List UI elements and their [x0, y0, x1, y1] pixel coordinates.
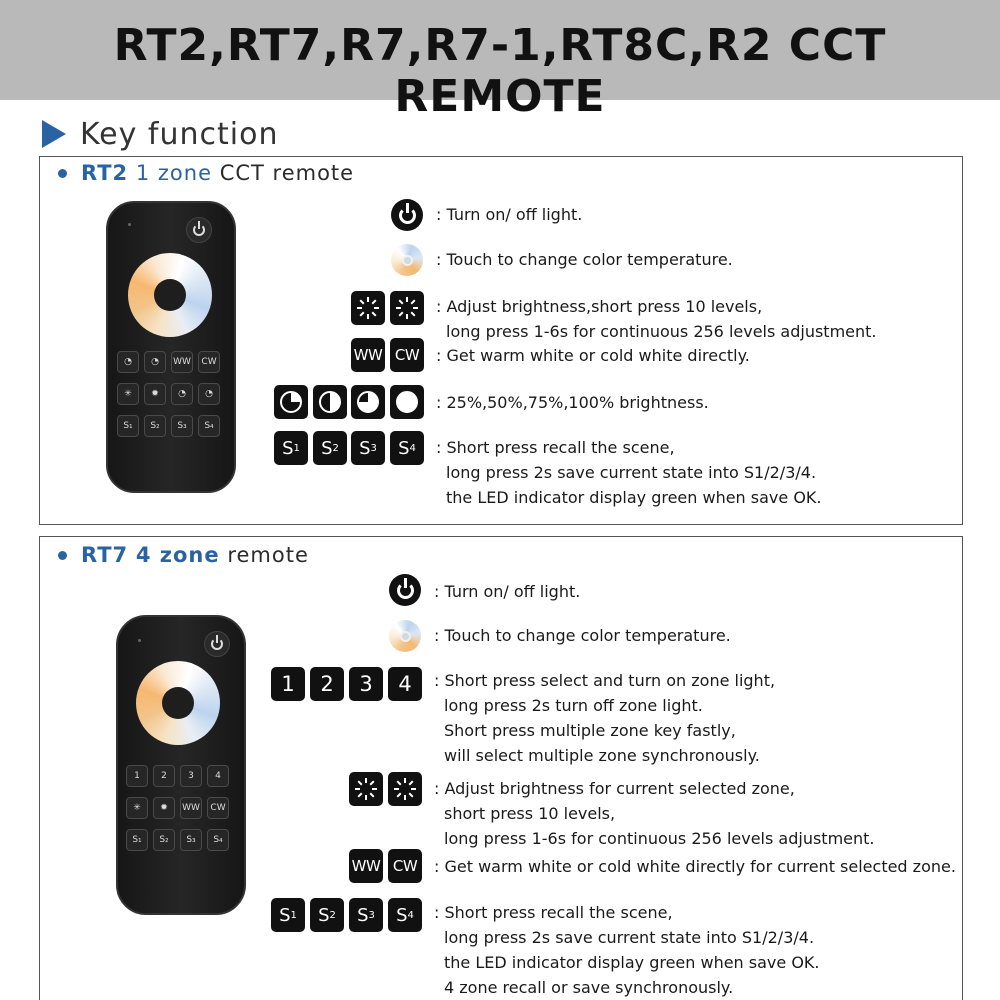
remote-key: 4 — [207, 765, 229, 787]
brightness-up-icon — [390, 291, 424, 325]
panel-model: RT2 — [81, 161, 129, 185]
remote-key: S₂ — [144, 415, 166, 437]
pie-icon — [280, 391, 302, 413]
pie-icon — [357, 391, 379, 413]
sun-icon — [355, 778, 377, 800]
sun-icon — [394, 778, 416, 800]
page-title: RT2,RT7,R7,R7-1,RT8C,R2 CCT REMOTE — [113, 20, 887, 122]
pie-icon — [319, 391, 341, 413]
panel-zone: 1 zone — [135, 161, 212, 185]
panel-subtitle: remote — [227, 543, 309, 567]
remote-key: ◔ — [117, 351, 139, 373]
remote-key: ◔ — [171, 383, 193, 405]
zone-key: 1 — [271, 667, 305, 701]
remote-key: ✳ — [126, 797, 148, 819]
desc-brightness: : Adjust brightness,short press 10 levels, long press 1-6s for continuous 256 levels adjustment. — [436, 297, 877, 341]
panel-zone: 4 zone — [135, 543, 220, 567]
pie-icon — [396, 391, 418, 413]
scene-key: S 1 — [271, 898, 305, 932]
remote-key: ◔ — [198, 383, 220, 405]
remote-key: CW — [207, 797, 229, 819]
brightness-75-key — [351, 385, 385, 419]
remote-key: ◔ — [144, 351, 166, 373]
desc-ww-cw: : Get warm white or cold white directly for current selected zone. — [434, 857, 956, 876]
play-arrow-icon — [42, 120, 66, 148]
scene-key: S 4 — [388, 898, 422, 932]
remote-key: ✳ — [117, 383, 139, 405]
remote-key: ✹ — [153, 797, 175, 819]
color-wheel-icon — [389, 620, 421, 652]
desc-power: : Turn on/ off light. — [436, 205, 583, 224]
brightness-up-icon — [388, 772, 422, 806]
cw-key: CW — [390, 338, 424, 372]
brightness-down-icon — [351, 291, 385, 325]
remote-key: S₁ — [126, 829, 148, 851]
panel-title — [58, 543, 309, 567]
remote-key: WW — [180, 797, 202, 819]
desc-brightness: : Adjust brightness for current selected zone, short press 10 levels, long press 1-6s for continuous 256 levels adjustment. — [434, 779, 875, 848]
desc-power: : Turn on/ off light. — [434, 582, 581, 601]
remote-keypad — [126, 765, 229, 851]
remote-key: 1 — [126, 765, 148, 787]
scene-key: S 2 — [310, 898, 344, 932]
zone-key: 2 — [310, 667, 344, 701]
remote-key: S₃ — [171, 415, 193, 437]
remote-key: S₄ — [198, 415, 220, 437]
section-heading — [42, 116, 278, 152]
panel-title — [58, 161, 354, 185]
remote-key: WW — [171, 351, 193, 373]
led-indicator — [128, 223, 131, 226]
desc-zones: : Short press select and turn on zone light, long press 2s turn off zone light. Short press multiple zone key fastly, will select multiple zone synchronously. — [434, 671, 776, 765]
ww-key: WW — [349, 849, 383, 883]
sun-icon — [396, 297, 418, 319]
sun-icon — [357, 297, 379, 319]
remote-image — [116, 615, 246, 915]
remote-key: S₁ — [117, 415, 139, 437]
brightness-100-key — [390, 385, 424, 419]
panel-subtitle: CCT remote — [219, 161, 355, 185]
remote-key: 3 — [180, 765, 202, 787]
brightness-25-key — [274, 385, 308, 419]
remote-key: 2 — [153, 765, 175, 787]
color-wheel-icon — [128, 253, 212, 337]
remote-image — [106, 201, 236, 493]
scene-key: S 3 — [351, 431, 385, 465]
zone-key: 4 — [388, 667, 422, 701]
zone-key: 3 — [349, 667, 383, 701]
remote-keypad — [117, 351, 220, 437]
ww-key: WW — [351, 338, 385, 372]
brightness-50-key — [313, 385, 347, 419]
power-icon — [204, 631, 230, 657]
section-title: Key function — [80, 116, 279, 152]
power-icon — [391, 199, 423, 231]
rt2-panel — [39, 156, 963, 525]
brightness-down-icon — [349, 772, 383, 806]
desc-color-temp: : Touch to change color temperature. — [436, 250, 733, 269]
color-wheel-icon — [391, 244, 423, 276]
desc-ww-cw: : Get warm white or cold white directly. — [436, 346, 750, 365]
desc-brightness-levels: : 25%,50%,75%,100% brightness. — [436, 393, 709, 412]
scene-key: S 1 — [274, 431, 308, 465]
led-indicator — [138, 639, 141, 642]
desc-color-temp: : Touch to change color temperature. — [434, 626, 731, 645]
remote-key: S₃ — [180, 829, 202, 851]
panel-model: RT7 — [81, 543, 129, 567]
scene-key: S 2 — [313, 431, 347, 465]
desc-scenes: : Short press recall the scene, long press 2s save current state into S1/2/3/4. the LED indicator display green when save OK. 4 zone recall or save synchronously. — [434, 903, 820, 997]
cw-key: CW — [388, 849, 422, 883]
title-banner — [0, 0, 1000, 122]
bullet-icon — [58, 551, 67, 560]
remote-key: S₂ — [153, 829, 175, 851]
bullet-icon — [58, 169, 67, 178]
remote-key: CW — [198, 351, 220, 373]
power-icon — [389, 574, 421, 606]
remote-key: ✹ — [144, 383, 166, 405]
power-icon — [186, 217, 212, 243]
color-wheel-icon — [136, 661, 220, 745]
scene-key: S 4 — [390, 431, 424, 465]
scene-key: S 3 — [349, 898, 383, 932]
rt7-panel — [39, 536, 963, 1000]
remote-key: S₄ — [207, 829, 229, 851]
desc-scenes: : Short press recall the scene, long press 2s save current state into S1/2/3/4. the LED indicator display green when save OK. — [436, 438, 822, 507]
